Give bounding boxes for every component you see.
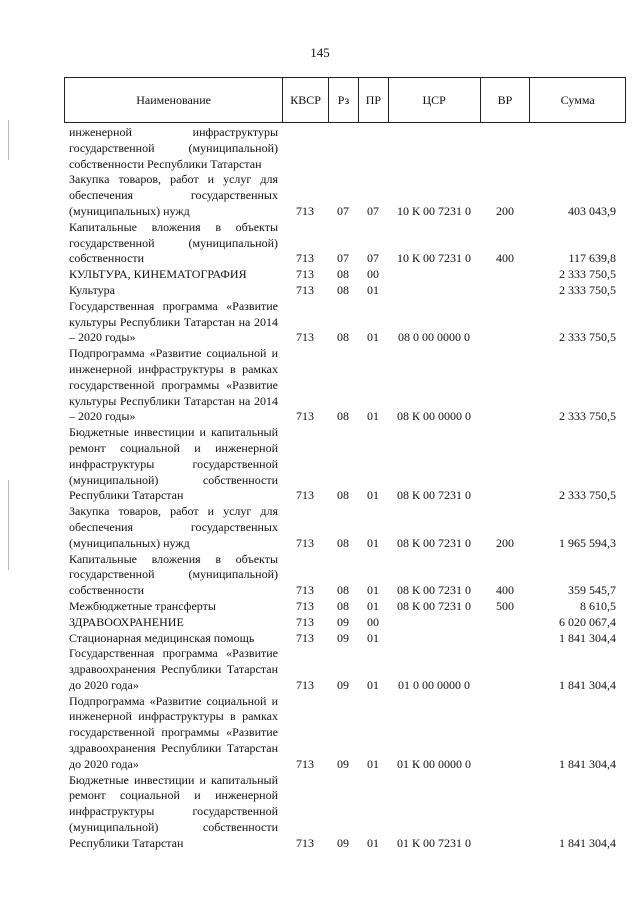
row-rz: 08 xyxy=(337,488,349,503)
row-rz: 07 xyxy=(337,203,349,218)
row-csr: 01 К 00 0000 0 xyxy=(396,756,471,771)
table-row xyxy=(64,283,626,299)
row-name: Культура xyxy=(69,282,115,297)
table-row xyxy=(64,267,626,283)
row-pr: 01 xyxy=(367,409,379,424)
row-kvsr: 713 xyxy=(296,203,314,218)
row-name: Бюджетные инвестиции и капитальный ремонт социальной и инженерной инфраструктуры государственной (муниципальной) собственности Республики Татарстан xyxy=(69,425,278,503)
row-pr: 01 xyxy=(367,282,379,297)
row-rz: 08 xyxy=(337,409,349,424)
column-header-vr: ВР xyxy=(480,78,530,122)
table-row xyxy=(64,773,626,852)
row-kvsr: 713 xyxy=(296,756,314,771)
row-csr: 08 К 00 0000 0 xyxy=(396,409,471,424)
row-kvsr: 713 xyxy=(296,267,314,282)
row-kvsr: 713 xyxy=(296,583,314,598)
table-row xyxy=(64,615,626,631)
row-pr: 01 xyxy=(367,630,379,645)
table-row xyxy=(64,425,626,504)
row-name: Закупка товаров, работ и услуг для обеспечения государственных (муниципальных) нужд xyxy=(69,504,278,550)
table-header xyxy=(64,77,626,123)
column-header-rz: Рз xyxy=(328,78,358,122)
row-sum: 2 333 750,5 xyxy=(559,282,616,297)
row-name: КУЛЬТУРА, КИНЕМАТОГРАФИЯ xyxy=(69,267,247,282)
row-kvsr: 713 xyxy=(296,535,314,550)
table-row xyxy=(64,172,626,219)
row-pr: 01 xyxy=(367,756,379,771)
row-kvsr: 713 xyxy=(296,614,314,629)
row-rz: 08 xyxy=(337,330,349,345)
row-csr: 08 0 00 0000 0 xyxy=(398,330,470,345)
row-pr: 00 xyxy=(367,614,379,629)
row-pr: 01 xyxy=(367,330,379,345)
page-number: 145 xyxy=(310,45,330,60)
row-csr: 01 К 00 7231 0 xyxy=(396,835,471,850)
row-kvsr: 713 xyxy=(296,409,314,424)
table-row xyxy=(64,552,626,599)
row-rz: 08 xyxy=(337,583,349,598)
row-sum: 1 841 304,4 xyxy=(559,630,616,645)
table-row xyxy=(64,599,626,615)
table-body xyxy=(64,125,626,852)
row-rz: 07 xyxy=(337,251,349,266)
row-csr: 08 К 00 7231 0 xyxy=(396,488,471,503)
row-sum: 117 639,8 xyxy=(568,251,616,266)
row-rz: 08 xyxy=(337,282,349,297)
row-csr: 08 К 00 7231 0 xyxy=(396,598,471,613)
table-row xyxy=(64,694,626,773)
row-name: Бюджетные инвестиции и капитальный ремонт социальной и инженерной инфраструктуры государственной (муниципальной) собственности Республики Татарстан xyxy=(69,772,278,850)
row-rz: 09 xyxy=(337,614,349,629)
row-kvsr: 713 xyxy=(296,598,314,613)
row-name: Капитальные вложения в объекты государственной (муниципальной) собственности xyxy=(69,219,278,266)
column-header-pr: ПР xyxy=(358,78,388,122)
row-rz: 09 xyxy=(337,630,349,645)
margin-mark xyxy=(8,120,9,160)
table-row xyxy=(64,646,626,693)
row-csr: 08 К 00 7231 0 xyxy=(396,535,471,550)
row-pr: 01 xyxy=(367,835,379,850)
row-sum: 1 841 304,4 xyxy=(559,677,616,692)
row-pr: 00 xyxy=(367,267,379,282)
column-header-sum: Сумма xyxy=(529,78,625,122)
row-name: Подпрограмма «Развитие социальной и инженерной инфраструктуры в рамках государственной программы «Развитие культуры Республики Татарстан на 2014 – 2020 годы» xyxy=(69,346,278,424)
table-row xyxy=(64,299,626,346)
row-sum: 2 333 750,5 xyxy=(559,409,616,424)
column-header-name: Наименование xyxy=(136,92,211,107)
row-name: Стационарная медицинская помощь xyxy=(69,630,255,645)
row-kvsr: 713 xyxy=(296,677,314,692)
row-name: Закупка товаров, работ и услуг для обеспечения государственных (муниципальных) нужд xyxy=(69,172,278,218)
row-pr: 01 xyxy=(367,677,379,692)
table-row xyxy=(64,346,626,425)
row-csr: 10 К 00 7231 0 xyxy=(396,203,471,218)
row-sum: 2 333 750,5 xyxy=(559,488,616,503)
row-name: Государственная программа «Развитие здравоохранения Республики Татарстан до 2020 года» xyxy=(69,646,278,692)
row-sum: 1 841 304,4 xyxy=(559,756,616,771)
margin-mark xyxy=(8,480,9,570)
row-rz: 08 xyxy=(337,598,349,613)
table-row xyxy=(64,125,626,172)
row-sum: 359 545,7 xyxy=(568,583,616,598)
row-name: инженерной инфраструктуры государственной (муниципальной) собственности Республики Татарстан xyxy=(69,125,278,171)
row-sum: 2 333 750,5 xyxy=(559,330,616,345)
row-name: ЗДРАВООХРАНЕНИЕ xyxy=(69,614,184,629)
row-kvsr: 713 xyxy=(296,282,314,297)
row-kvsr: 713 xyxy=(296,251,314,266)
row-vr: 200 xyxy=(496,535,514,550)
row-name: Государственная программа «Развитие культуры Республики Татарстан на 2014 – 2020 годы» xyxy=(69,298,278,345)
row-sum: 1 841 304,4 xyxy=(559,835,616,850)
table-row xyxy=(64,220,626,267)
row-rz: 08 xyxy=(337,267,349,282)
row-sum: 1 965 594,3 xyxy=(559,535,616,550)
table-row xyxy=(64,631,626,647)
row-csr: 01 0 00 0000 0 xyxy=(398,677,470,692)
row-pr: 01 xyxy=(367,583,379,598)
row-rz: 08 xyxy=(337,535,349,550)
row-sum: 8 610,5 xyxy=(580,598,616,613)
row-pr: 07 xyxy=(367,251,379,266)
row-sum: 2 333 750,5 xyxy=(559,267,616,282)
row-kvsr: 713 xyxy=(296,330,314,345)
row-pr: 07 xyxy=(367,203,379,218)
row-vr: 200 xyxy=(496,203,514,218)
row-csr: 08 К 00 7231 0 xyxy=(396,583,471,598)
row-kvsr: 713 xyxy=(296,835,314,850)
row-vr: 500 xyxy=(496,598,514,613)
row-rz: 09 xyxy=(337,756,349,771)
row-vr: 400 xyxy=(496,583,514,598)
row-csr: 10 К 00 7231 0 xyxy=(396,251,471,266)
row-rz: 09 xyxy=(337,835,349,850)
row-name: Подпрограмма «Развитие социальной и инженерной инфраструктуры в рамках государственной программы «Развитие здравоохранения Республики Татарстан до 2020 года» xyxy=(69,693,278,771)
column-header-kvsr: КВСР xyxy=(282,78,328,122)
row-kvsr: 713 xyxy=(296,630,314,645)
row-pr: 01 xyxy=(367,488,379,503)
column-header-csr: ЦСР xyxy=(388,78,480,122)
row-rz: 09 xyxy=(337,677,349,692)
row-pr: 01 xyxy=(367,598,379,613)
row-sum: 403 043,9 xyxy=(568,203,616,218)
row-pr: 01 xyxy=(367,535,379,550)
row-kvsr: 713 xyxy=(296,488,314,503)
row-sum: 6 020 067,4 xyxy=(559,614,616,629)
table-row xyxy=(64,504,626,551)
row-name: Межбюджетные трансферты xyxy=(69,598,216,613)
row-vr: 400 xyxy=(496,251,514,266)
row-name: Капитальные вложения в объекты государственной (муниципальной) собственности xyxy=(69,551,278,598)
